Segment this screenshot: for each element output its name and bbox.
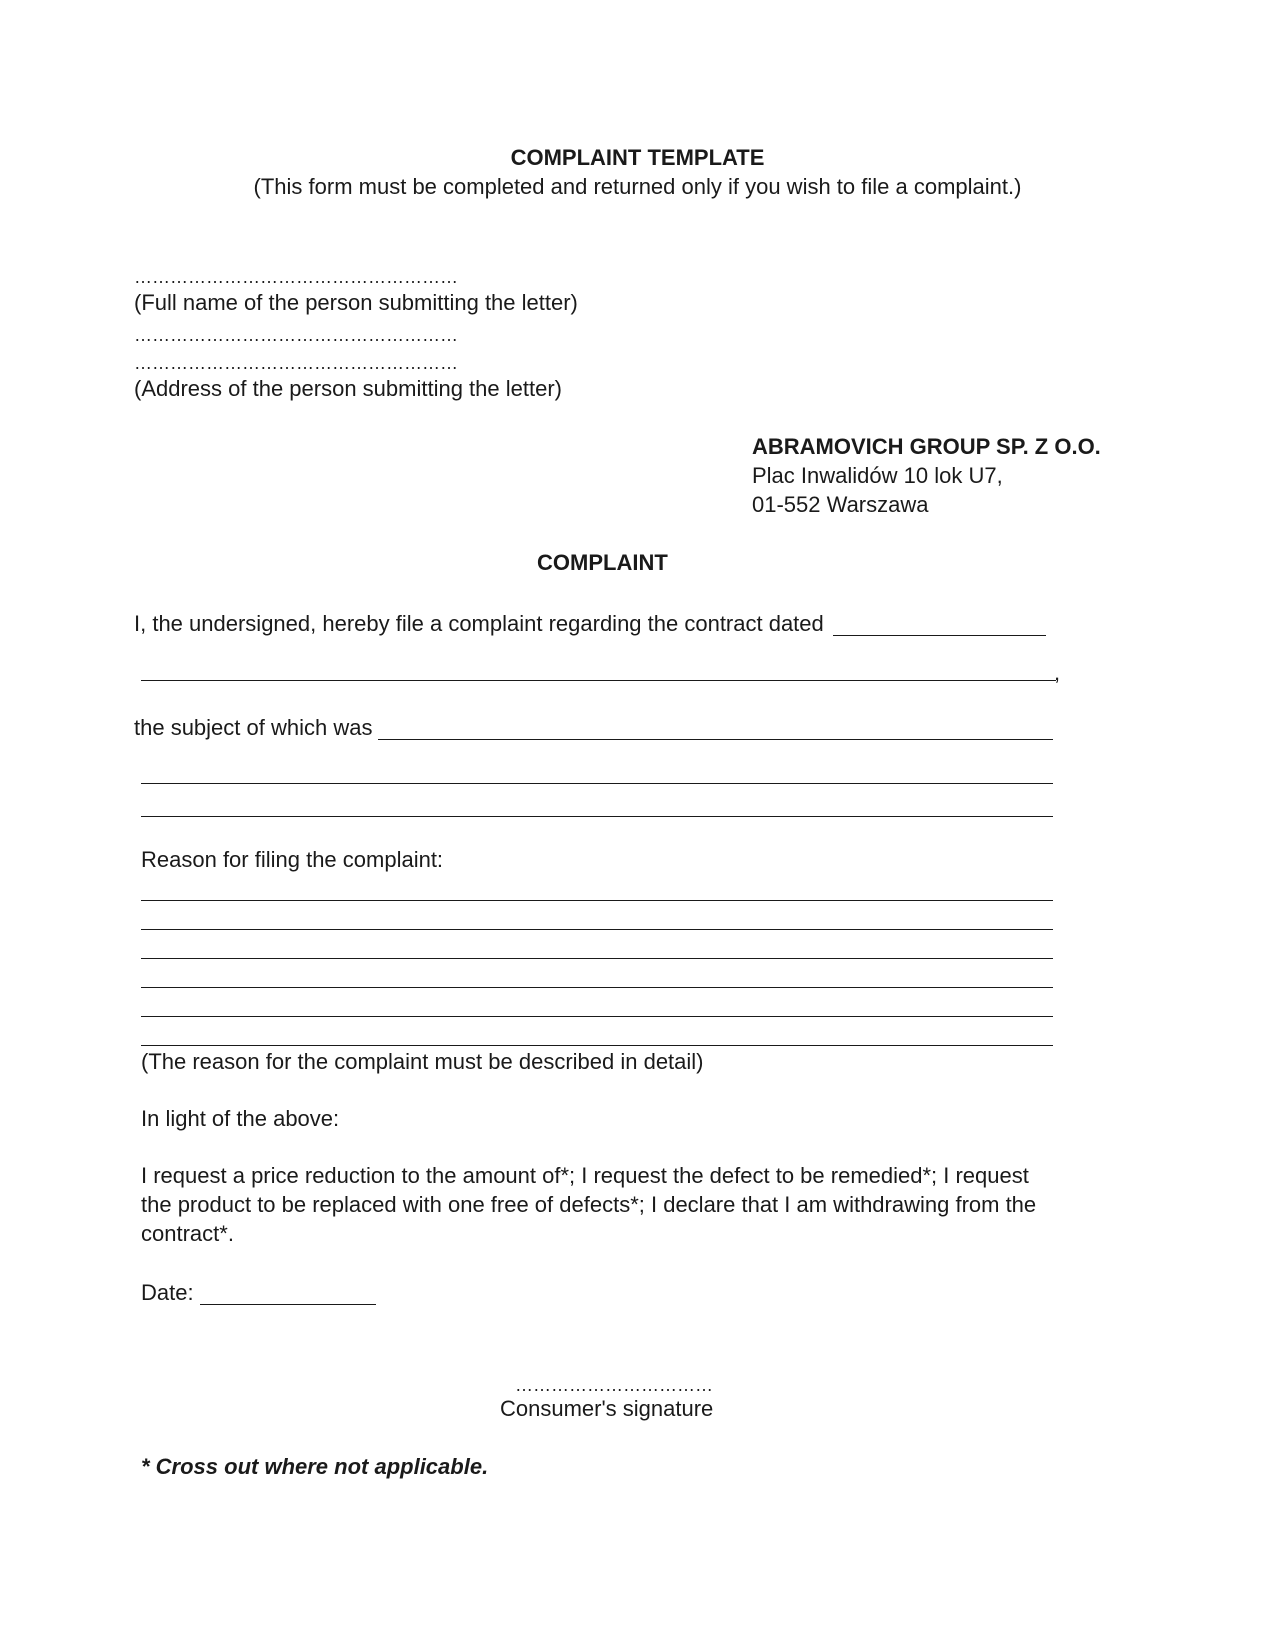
recipient-street: Plac Inwalidów 10 lok U7,	[752, 463, 1003, 488]
date-label: Date:	[141, 1280, 194, 1305]
sender-name-label: (Full name of the person submitting the letter)	[134, 290, 578, 315]
complaint-intro	[134, 609, 824, 639]
signature-label: Consumer's signature	[500, 1396, 714, 1421]
contract-date-field[interactable]	[833, 635, 1046, 636]
reason-field-line-2[interactable]	[141, 929, 1053, 930]
reason-label: Reason for filing the complaint:	[141, 847, 444, 872]
complaint-intro-text: I, the undersigned, hereby file a complaint regarding the contract dated	[134, 611, 824, 636]
signature-dots[interactable]: ……………………………	[515, 1375, 713, 1395]
subject-field-line-2[interactable]	[141, 783, 1053, 784]
recipient-company: ABRAMOVICH GROUP SP. Z O.O.	[752, 434, 1101, 459]
reason-field-line-1[interactable]	[141, 900, 1053, 901]
request-line-3: contract*.	[141, 1221, 234, 1246]
recipient-city: 01-552 Warszawa	[752, 492, 929, 517]
sender-name-dots: ………………………………………………	[134, 267, 458, 287]
request-line-2: the product to be replaced with one free of defects*; I declare that I am withdrawing from the	[141, 1192, 1037, 1217]
subject-label: the subject of which was	[134, 715, 373, 740]
subject-field-line-1[interactable]	[378, 739, 1053, 740]
reason-field-line-3[interactable]	[141, 958, 1053, 959]
reason-field-line-5[interactable]	[141, 1016, 1053, 1017]
reason-note: (The reason for the complaint must be described in detail)	[141, 1049, 704, 1074]
sender-address-dots-2: ………………………………………………	[134, 353, 458, 373]
request-line-1: I request a price reduction to the amount of*; I request the defect to be remedied*; I request	[141, 1163, 1029, 1188]
document-title: COMPLAINT TEMPLATE	[510, 145, 765, 170]
date-field[interactable]	[200, 1304, 376, 1305]
contract-details-comma: ,	[1054, 660, 1061, 685]
reason-field-line-4[interactable]	[141, 987, 1053, 988]
in-light-text: In light of the above:	[141, 1106, 340, 1131]
sender-address-dots-1: ………………………………………………	[134, 325, 458, 345]
reason-field-line-6[interactable]	[141, 1045, 1053, 1046]
subject-field-line-3[interactable]	[141, 816, 1053, 817]
document-subtitle: (This form must be completed and returned only if you wish to file a complaint.)	[253, 174, 1022, 199]
complaint-heading: COMPLAINT	[537, 550, 668, 575]
contract-details-field[interactable]	[141, 680, 1056, 681]
footnote: * Cross out where not applicable.	[141, 1454, 489, 1479]
sender-address-label: (Address of the person submitting the letter)	[134, 376, 562, 401]
